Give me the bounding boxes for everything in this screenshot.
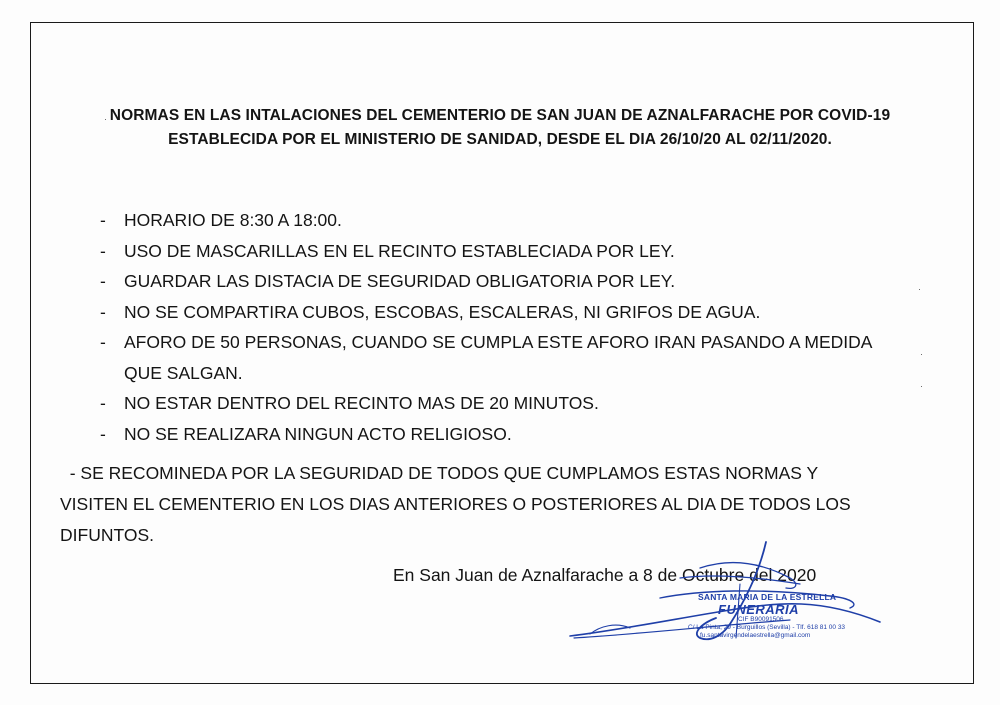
bullet-dash: - <box>100 210 106 230</box>
bullet-dash: - <box>100 240 106 261</box>
rule-item <box>100 205 920 236</box>
rule-item <box>100 266 920 297</box>
place-date-line: En San Juan de Aznalfarache a 8 de Octubre del 2020 <box>393 565 817 585</box>
rule-text: NO SE REALIZARA NINGUN ACTO RELIGIOSO. <box>124 423 512 444</box>
rule-text-continued: QUE SALGAN. <box>124 362 243 383</box>
stamp-company: SANTA MARIA DE LA ESTRELLA <box>698 592 837 602</box>
funeral-home-stamp <box>560 538 890 668</box>
stamp-cif: CIF B90091506 <box>738 616 784 623</box>
stamp-address: C/ La Pinta, 29 - Burguillos (Sevilla) - Tlf. 618 81 00 33 <box>688 624 846 631</box>
scan-speck: · <box>920 349 923 359</box>
bullet-dash: - <box>100 423 106 444</box>
stamp-brand: FUNERARIA <box>718 602 800 617</box>
rules-list <box>100 205 920 449</box>
bullet-dash: - <box>100 332 106 352</box>
recommendation-line-1: - SE RECOMINEDA POR LA SEGURIDAD DE TODOS QUE CUMPLAMOS ESTAS NORMAS Y <box>60 463 819 483</box>
rule-item <box>100 327 920 388</box>
rule-text: USO DE MASCARILLAS EN EL RECINTO ESTABLECIADA POR LEY. <box>124 240 675 261</box>
rule-text: NO SE COMPARTIRA CUBOS, ESCOBAS, ESCALERAS, NI GRIFOS DE AGUA. <box>124 301 761 322</box>
scan-speck: · <box>920 381 923 391</box>
scan-speck: · <box>104 114 107 124</box>
rule-text: HORARIO DE 8:30 A 18:00. <box>124 210 342 230</box>
rule-item <box>100 236 920 267</box>
rule-item <box>100 388 920 419</box>
rule-item <box>100 297 920 328</box>
scan-speck: · <box>918 284 921 294</box>
bullet-dash: - <box>100 301 106 322</box>
rule-text: NO ESTAR DENTRO DEL RECINTO MAS DE 20 MINUTOS. <box>124 393 599 413</box>
recommendation-line-2: VISITEN EL CEMENTERIO EN LOS DIAS ANTERIORES O POSTERIORES AL DIA DE TODOS LOS <box>60 494 851 514</box>
document-title <box>0 104 1000 152</box>
title-line-1: NORMAS EN LAS INTALACIONES DEL CEMENTERIO DE SAN JUAN DE AZNALFARACHE POR COVID-19 <box>109 107 891 124</box>
bullet-dash: - <box>100 271 106 291</box>
rule-text: GUARDAR LAS DISTACIA DE SEGURIDAD OBLIGATORIA POR LEY. <box>124 271 676 291</box>
rule-text: AFORO DE 50 PERSONAS, CUANDO SE CUMPLA ESTE AFORO IRAN PASANDO A MEDIDA <box>124 332 873 352</box>
rule-item <box>100 419 920 450</box>
stamp-email: fu.santavirgendelaestrella@gmail.com <box>700 632 811 639</box>
title-line-2: ESTABLECIDA POR EL MINISTERIO DE SANIDAD, DESDE EL DIA 26/10/20 AL 02/11/2020. <box>168 131 832 148</box>
recommendation-line-3: DIFUNTOS. <box>60 525 154 545</box>
bullet-dash: - <box>100 393 106 413</box>
